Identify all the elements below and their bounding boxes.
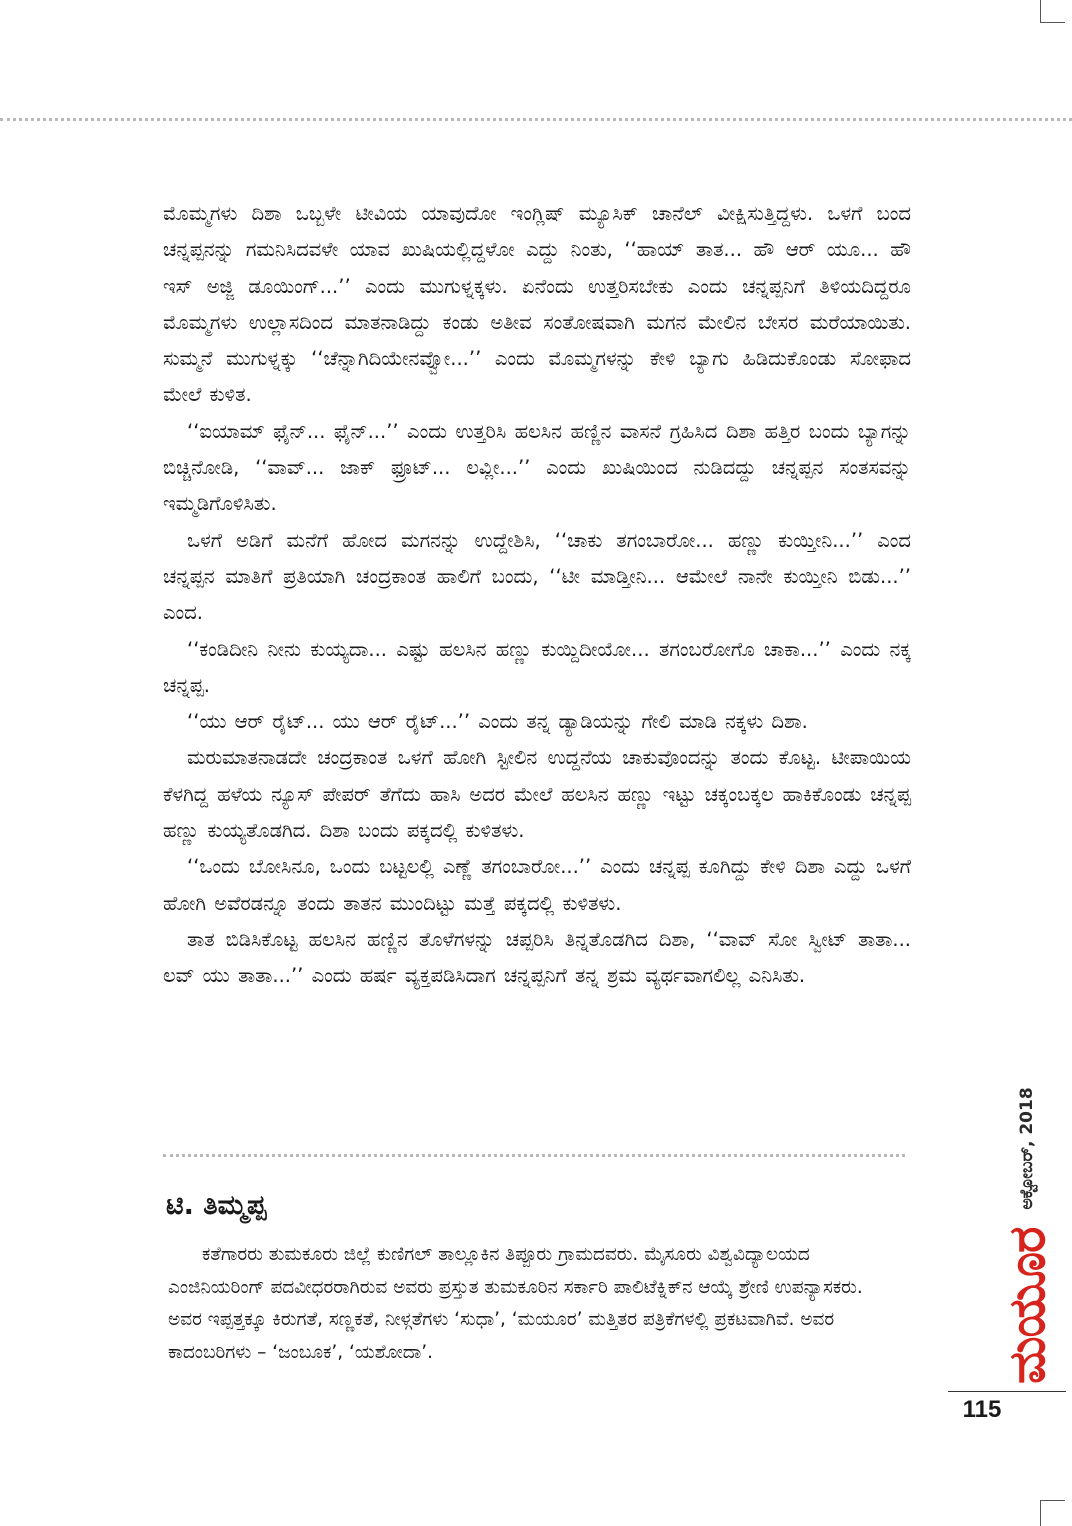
story-paragraph: ‘‘ಯು ಆರ್ ರೈಟ್... ಯು ಆರ್ ರೈಟ್...’’ ಎಂದು ತನ್ನ ಡ್ಯಾಡಿಯನ್ನು ಗೇಲಿ ಮಾಡಿ ನಕ್ಕಳು ದಿಶಾ. bbox=[187, 710, 808, 734]
story-paragraph: ‘‘ಐಯಾಮ್ ಫೈನ್... ಫೈನ್...’’ ಎಂದು ಉತ್ತರಿಸಿ ಹಲಸಿನ ಹಣ್ಣಿನ ವಾಸನೆ ಗ್ರಹಿಸಿದ ದಿಶಾ ಹತ್ತಿರ ಬಂದು ಬ್ಯಾಗನ್ನು ಬಿಚ್ಚಿನೋಡಿ, ‘‘ವಾವ್... ಜಾಕ್ ಫ್ರೂಟ್... ಲವ್ಲೀ...’’ ಎಂದು ಖುಷಿಯಿಂದ ನುಡಿದದ್ದು ಚನ್ನಪ್ಪನ ಸಂತಸವನ್ನು ಇಮ್ಮಡಿಗೊಳಿಸಿತು. bbox=[163, 419, 911, 516]
section-divider bbox=[163, 1154, 905, 1157]
author-bio bbox=[168, 1239, 880, 1369]
crop-mark-top bbox=[1040, 0, 1065, 23]
story-paragraph: ತಾತ ಬಿಡಿಸಿಕೊಟ್ಟ ಹಲಸಿನ ಹಣ್ಣಿನ ತೊಳೆಗಳನ್ನು ಚಪ್ಪರಿಸಿ ತಿನ್ನತೊಡಗಿದ ದಿಶಾ, ‘‘ವಾವ್ ಸೋ ಸ್ವೀಟ್ ತಾತಾ... ಲವ್ ಯು ತಾತಾ...’’ ಎಂದು ಹರ್ಷ ವ್ಯಕ್ತಪಡಿಸಿದಾಗ ಚನ್ನಪ್ಪನಿಗೆ ತನ್ನ ಶ್ರಮ ವ್ಯರ್ಥವಾಗಲಿಲ್ಲ ಎನಿಸಿತು. bbox=[163, 927, 911, 988]
author-bio-text: ಕತೆಗಾರರು ತುಮಕೂರು ಜಿಲ್ಲೆ ಕುಣಿಗಲ್ ತಾಲ್ಲೂಕಿನ ತಿಪ್ಪೂರು ಗ್ರಾಮದವರು. ಮೈಸೂರು ವಿಶ್ವವಿದ್ಯಾಲಯದ ಎಂಜಿನಿಯರಿಂಗ್ ಪದವೀಧರರಾಗಿರುವ ಅವರು ಪ್ರಸ್ತುತ ತುಮಕೂರಿನ ಸರ್ಕಾರಿ ಪಾಲಿಟೆಕ್ನಿಕ್‌ನ ಆಯ್ಕೆ ಶ್ರೇಣಿ ಉಪನ್ಯಾಸಕರು. ಅವರ ಇಪ್ಪತ್ತಕ್ಕೂ ಕಿರುಗತೆ, ಸಣ್ಣಕತೆ, ನೀಳ್ಗತೆಗಳು ‘ಸುಧಾ’, ‘ಮಯೂರ’ ಮತ್ತಿತರ ಪತ್ರಿಕೆಗಳಲ್ಲಿ ಪ್ರಕಟವಾಗಿವೆ. ಅವರ ಕಾದಂಬರಿಗಳು – ‘ಜಂಬೂಕ’, ‘ಯಶೋದಾ’. bbox=[168, 1244, 863, 1363]
story-paragraph: ಮರುಮಾತನಾಡದೇ ಚಂದ್ರಕಾಂತ ಒಳಗೆ ಹೋಗಿ ಸ್ಟೀಲಿನ ಉದ್ದನೆಯ ಚಾಕುವೊಂದನ್ನು ತಂದು ಕೊಟ್ಟ. ಟೀಪಾಯಿಯ ಕೆಳಗಿದ್ದ ಹಳೆಯ ನ್ಯೂಸ್ ಪೇಪರ್ ತೆಗೆದು ಹಾಸಿ ಅದರ ಮೇಲೆ ಹಲಸಿನ ಹಣ್ಣು ಇಟ್ಟು ಚಕ್ಕಂಬಕ್ಕಲ ಹಾಕಿಕೊಂಡು ಚನ್ನಪ್ಪ ಹಣ್ಣು ಕುಯ್ಯತೊಡಗಿದ. ದಿಶಾ ಬಂದು ಪಕ್ಕದಲ್ಲಿ ಕುಳಿತಳು. bbox=[163, 746, 911, 843]
issue-date: ಅಕ್ಟೋಬರ್, 2018 bbox=[1017, 1087, 1037, 1210]
crop-mark-bottom bbox=[1040, 1500, 1065, 1526]
top-dotted-rule bbox=[0, 118, 1072, 121]
story-paragraph: ‘‘ಒಂದು ಬೋಸಿನೂ, ಒಂದು ಬಟ್ಟಲಲ್ಲಿ ಎಣ್ಣೆ ತಗಂಬಾರೋ...’’ ಎಂದು ಚನ್ನಪ್ಪ ಕೂಗಿದ್ದು ಕೇಳಿ ದಿಶಾ ಎದ್ದು ಒಳಗೆ ಹೋಗಿ ಅವೆರಡನ್ನೂ ತಂದು ತಾತನ ಮುಂದಿಟ್ಟು ಮತ್ತೆ ಪಕ್ಕದಲ್ಲಿ ಕುಳಿತಳು. bbox=[163, 855, 911, 915]
masthead bbox=[1000, 1087, 1054, 1384]
story-body bbox=[163, 196, 911, 995]
story-paragraph: ಒಳಗೆ ಅಡಿಗೆ ಮನೆಗೆ ಹೋದ ಮಗನನ್ನು ಉದ್ದೇಶಿಸಿ, ‘‘ಚಾಕು ತಗಂಬಾರೋ... ಹಣ್ಣು ಕುಯ್ತೀನಿ...’’ ಎಂದ ಚನ್ನಪ್ಪನ ಮಾತಿಗೆ ಪ್ರತಿಯಾಗಿ ಚಂದ್ರಕಾಂತ ಹಾಲಿಗೆ ಬಂದು, ‘‘ಟೀ ಮಾಡ್ತೀನಿ... ಆಮೇಲೆ ನಾನೇ ಕುಯ್ತೀನಿ ಬಿಡು...’’ ಎಂದ. bbox=[163, 528, 911, 625]
author-name: ಟಿ. ತಿಮ್ಮಪ್ಪ bbox=[166, 1190, 267, 1221]
page-number: 115 bbox=[962, 1396, 1002, 1423]
story-paragraph: ‘‘ಕಂಡಿದೀನಿ ನೀನು ಕುಯ್ಯದಾ... ಎಷ್ಟು ಹಲಸಿನ ಹಣ್ಣು ಕುಯ್ದಿದೀಯೋ... ತಗಂಬರೋಗೊ ಚಾಕಾ...’’ ಎಂದು ನಕ್ಕ ಚನ್ನಪ್ಪ. bbox=[163, 637, 911, 697]
story-paragraph: ಮೊಮ್ಮಗಳು ದಿಶಾ ಒಬ್ಬಳೇ ಟೀವಿಯ ಯಾವುದೋ ಇಂಗ್ಲಿಷ್ ಮ್ಯೂಸಿಕ್ ಚಾನೆಲ್ ವೀಕ್ಷಿಸುತ್ತಿದ್ದಳು. ಒಳಗೆ ಬಂದ ಚನ್ನಪ್ಪನನ್ನು ಗಮನಿಸಿದವಳೇ ಯಾವ ಖುಷಿಯಲ್ಲಿದ್ದಳೋ ಎದ್ದು ನಿಂತು, ‘‘ಹಾಯ್ ತಾತ... ಹೌ ಆರ್ ಯೂ... ಹೌ ಇಸ್ ಅಜ್ಜಿ ಡೂಯಿಂಗ್...’’ ಎಂದು ಮುಗುಳ್ನಕ್ಕಳು. ಏನೆಂದು ಉತ್ತರಿಸಬೇಕು ಎಂದು ಚನ್ನಪ್ಪನಿಗೆ ತಿಳಿಯದಿದ್ದರೂ ಮೊಮ್ಮಗಳು ಉಲ್ಲಾಸದಿಂದ ಮಾತನಾಡಿದ್ದು ಕಂಡು ಅತೀವ ಸಂತೋಷವಾಗಿ ಮಗನ ಮೇಲಿನ ಬೇಸರ ಮರೆಯಾಯಿತು. ಸುಮ್ಮನೆ ಮುಗುಳ್ನಕ್ಕು ‘‘ಚೆನ್ನಾಗಿದಿಯೇನವ್ವೋ...’’ ಎಂದು ಮೊಮ್ಮಗಳನ್ನು ಕೇಳಿ ಬ್ಯಾಗು ಹಿಡಿದುಕೊಂಡು ಸೋಫಾದ ಮೇಲೆ ಕುಳಿತ. bbox=[163, 202, 911, 407]
magazine-logo: ಮಯೂರ bbox=[998, 1227, 1056, 1384]
